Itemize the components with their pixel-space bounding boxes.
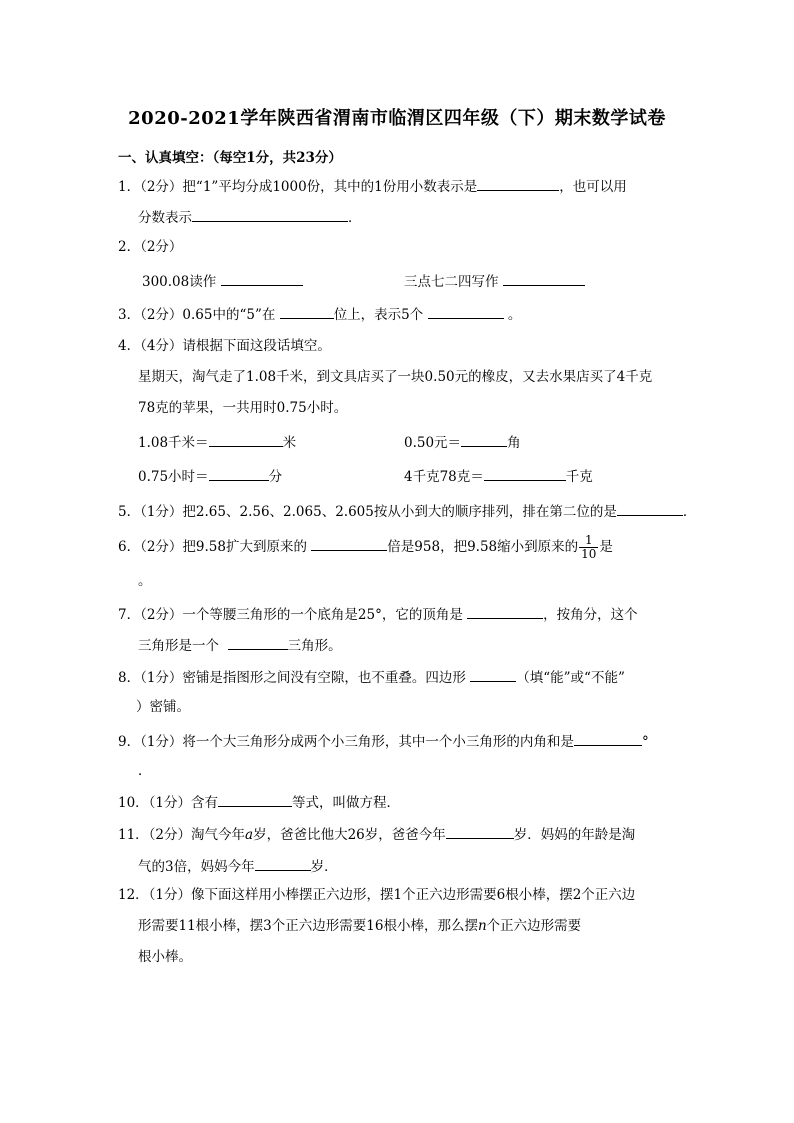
- question-7-text: ，按角分，这个: [543, 607, 638, 623]
- answer-blank[interactable]: [209, 466, 269, 481]
- answer-blank[interactable]: [221, 271, 303, 286]
- fraction-one-tenth: [579, 534, 598, 561]
- answer-blank[interactable]: [574, 731, 642, 746]
- question-12-line-1: 12．（1分）像下面这样用小棒摆正六边形，摆1个正六边形需要6根小棒，摆2个正六边: [118, 887, 636, 903]
- question-6-text: 6．（2分）把9.58扩大到原来的: [118, 539, 307, 555]
- answer-blank[interactable]: [461, 432, 507, 447]
- answer-blank[interactable]: [617, 501, 683, 516]
- question-10-text: 等式，叫做方程．: [292, 795, 401, 811]
- answer-blank[interactable]: [280, 304, 334, 319]
- question-6-text: 倍是958，把9.58缩小到原来的: [387, 539, 579, 555]
- question-4-item: [404, 432, 521, 452]
- question-1-text: ，也可以用: [559, 179, 627, 195]
- question-2-text: 300.08读作: [142, 274, 217, 290]
- question-2-text: 三点七二四写作: [404, 274, 499, 290]
- question-9-text: 9．（1分）将一个大三角形分成两个小三角形，其中一个小三角形的内角和是: [118, 734, 574, 750]
- question-12-text: 个正六边形需要: [486, 918, 582, 934]
- question-4-paragraph-1: 星期天，淘气走了1.08千米，到文具店买了一块0.50元的橡皮，又去水果店买了4千克: [138, 369, 653, 385]
- fraction-denominator: 10: [581, 547, 597, 561]
- question-8-text: （填“能”或“不能”: [516, 670, 625, 686]
- answer-blank[interactable]: [228, 635, 288, 650]
- question-2-right: [404, 271, 585, 291]
- question-2-left: [142, 271, 303, 291]
- question-2-head: 2．（2分）: [118, 239, 183, 255]
- question-7-line-1: [118, 604, 638, 624]
- question-4-text: 0.50元＝: [404, 435, 462, 451]
- question-12-line-3: 根小棒。: [138, 949, 192, 965]
- section-heading: 一、认真填空：（每空1分，共23分）: [118, 150, 342, 166]
- answer-blank[interactable]: [446, 824, 514, 839]
- question-7-text: 三角形。: [287, 638, 342, 654]
- answer-blank[interactable]: [218, 792, 292, 807]
- answer-blank[interactable]: [192, 207, 348, 222]
- question-1-line-1: [118, 176, 627, 196]
- question-1-text: 1．（2分）把“1”平均分成1000份，其中的1份用小数表示是: [118, 179, 478, 195]
- question-11-line-1: [118, 824, 635, 844]
- answer-blank[interactable]: [311, 536, 387, 551]
- answer-blank[interactable]: [428, 304, 504, 319]
- fraction-numerator: 1: [579, 534, 598, 548]
- question-8-line-1: [118, 667, 625, 687]
- question-11-text: 岁．: [310, 859, 338, 875]
- question-10: [118, 792, 400, 812]
- question-11-text: 岁．妈妈的年龄是淘: [513, 827, 636, 843]
- question-5-text: 5．（1分）把2.65、2.56、2.065、2.605按从小到大的顺序排列，排在第二位的是: [118, 504, 617, 520]
- question-5-text: ．: [682, 504, 697, 520]
- question-4-text: 千克: [565, 469, 593, 485]
- variable-a: a: [245, 827, 254, 843]
- question-6-text: 是: [599, 539, 613, 555]
- question-12-text: 形需要11根小棒，摆3个正六边形需要16根小棒，那么摆: [138, 918, 478, 934]
- answer-blank[interactable]: [470, 667, 516, 682]
- answer-blank[interactable]: [477, 176, 559, 191]
- question-6-line-2: 。: [138, 573, 152, 589]
- question-3-text: 。: [507, 307, 522, 323]
- question-4-item: [138, 466, 282, 486]
- question-4-paragraph-2: 78克的苹果，一共用时0.75小时。: [138, 400, 348, 416]
- question-3-text: 3．（2分）0.65中的“5”在: [118, 307, 276, 323]
- question-3-text: 位上，表示5个: [333, 307, 424, 323]
- question-7-text: 三角形是一个: [138, 638, 219, 654]
- answer-blank[interactable]: [467, 604, 543, 619]
- question-10-text: 10．（1分）含有: [118, 795, 219, 811]
- question-4-text: 4千克78克＝: [404, 469, 484, 485]
- question-11-text: 11．（2分）淘气今年: [118, 827, 246, 843]
- answer-blank[interactable]: [255, 856, 311, 871]
- question-7-text: 7．（2分）一个等腰三角形的一个底角是25°，它的顶角是: [118, 607, 463, 623]
- question-4-item: [138, 432, 296, 452]
- question-4-item: [404, 466, 593, 486]
- question-1-text: 分数表示: [138, 210, 192, 226]
- question-4-text: 分: [268, 469, 283, 485]
- question-9-text: °: [641, 734, 649, 750]
- question-4-text: 0.75小时＝: [138, 469, 209, 485]
- question-8-line-2: ）密铺。: [136, 699, 190, 715]
- question-3: [118, 304, 521, 324]
- question-9-line-1: [118, 731, 649, 751]
- question-4-text: 角: [507, 435, 521, 451]
- question-8-text: 8．（1分）密铺是指图形之间没有空隙，也不重叠。四边形: [118, 670, 466, 686]
- answer-blank[interactable]: [209, 432, 283, 447]
- question-4-text: 1.08千米＝: [138, 435, 209, 451]
- answer-blank[interactable]: [503, 271, 585, 286]
- answer-blank[interactable]: [484, 466, 566, 481]
- question-11-text: 气的3倍，妈妈今年: [138, 859, 255, 875]
- question-1-text: ．: [348, 210, 362, 226]
- page-title: 2020-2021学年陕西省渭南市临渭区四年级（下）期末数学试卷: [128, 108, 666, 129]
- question-9-line-2: ．: [138, 763, 152, 779]
- question-1-line-2: [138, 207, 362, 227]
- question-11-text: 岁，爸爸比他大26岁，爸爸今年: [253, 827, 446, 843]
- question-12-line-2: [138, 917, 581, 935]
- question-6-line-1: [118, 534, 613, 561]
- question-11-line-2: [138, 856, 338, 876]
- question-4-head: 4．（4分）请根据下面这段话填空。: [118, 338, 331, 354]
- variable-n: n: [477, 918, 487, 934]
- question-4-text: 米: [282, 435, 297, 451]
- question-7-line-2: [138, 635, 342, 655]
- question-5: [118, 501, 696, 521]
